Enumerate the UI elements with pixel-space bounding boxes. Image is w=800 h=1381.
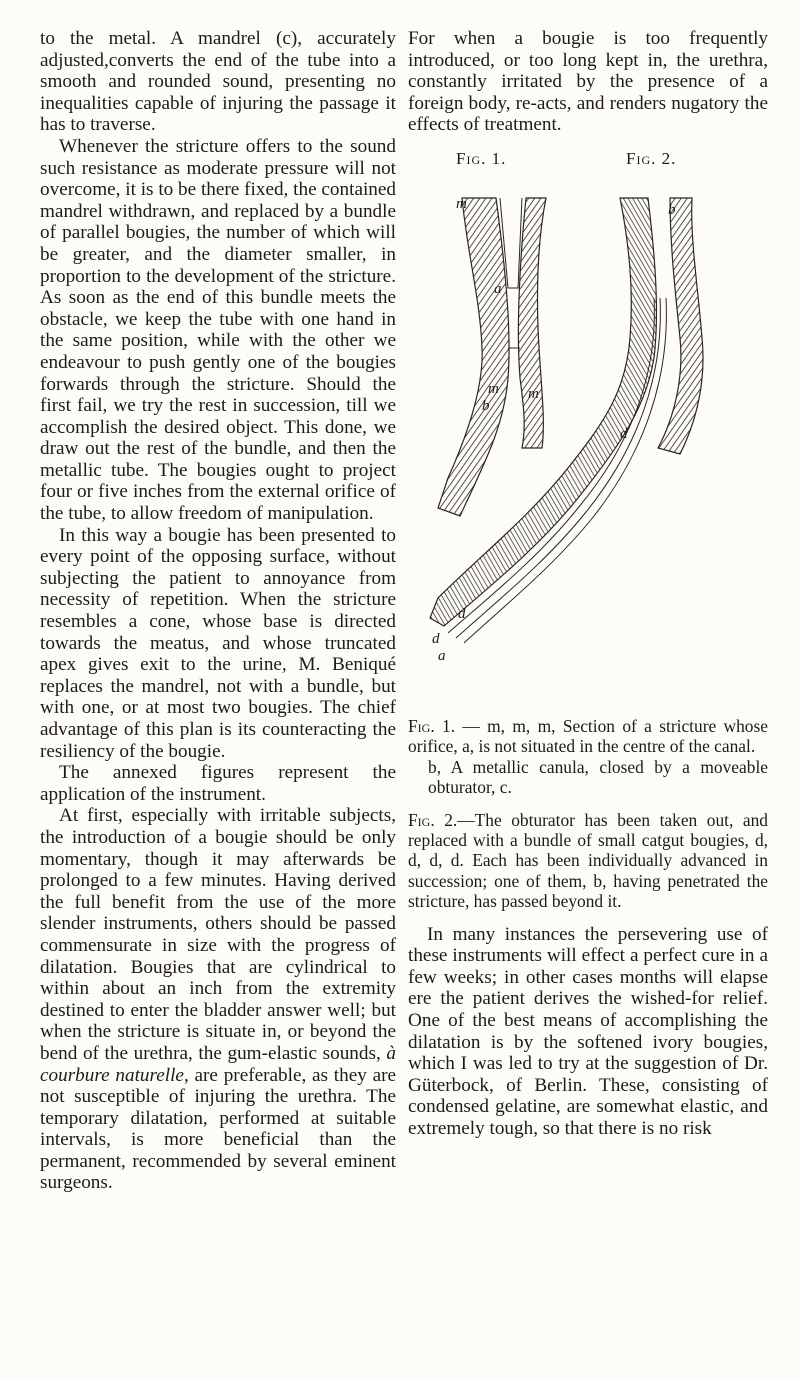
label-a: a	[494, 280, 502, 297]
fig-1-label: Fig. 1.	[456, 148, 507, 168]
fig-2-label: Fig. 2.	[626, 148, 677, 168]
caption-2-head: Fig. 2.	[408, 809, 458, 830]
label-d-bottom: d	[432, 630, 440, 647]
paragraph-right-2: In many instances the persevering use of these instruments will effect a perfect cure in a few weeks; in other cases months will elapse ere the patient derives the wished-for relief. One of the best means of accomplishing the dilatation is by the softened ivory bougies, which I was led to try at the suggestion of Dr. Güterbock, of Berlin. These, consisting of condensed gelatine, are somewhat elastic, and extremely tough, so that there is no risk	[408, 923, 768, 1139]
fig-1-drawing	[438, 195, 546, 516]
figure-illustration	[408, 148, 768, 708]
left-text-column	[40, 28, 396, 1194]
caption-1-text: m, m, m, Section of a stricture whose orifice, a, is not situated in the centre of the canal.	[408, 715, 768, 757]
label-m-top: m	[456, 195, 467, 212]
paragraph-5-text-b: , are preferable, as they are not susceptible of injuring the urethra. The temporary dilatation, performed at suitable intervals, is more beneficial than the permanent, recommended by several eminent surgeons.	[40, 1064, 396, 1194]
paragraph-1: to the metal. A mandrel (c), accurately adjusted,converts the end of the tube into a smooth and rounded sound, presenting no inequalities capable of injuring the passage it has to traverse.	[40, 28, 396, 136]
paragraph-2: Whenever the stricture offers to the sound such resistance as moderate pressure will not overcome, it is to be there fixed, the contained mandrel withdrawn, and replaced by a bundle of parallel bougies, the number of which will be greater, and the diameter smaller, in proportion to the development of the stricture. As soon as the end of this bundle meets the obstacle, we keep the tube with one hand in the same position, while with the other we endeavour to push gently one of the bougies forwards through the stricture. Should the first fail, we try the rest in succession, till we accomplish the desired object. This done, we draw out the rest of the bundle, and then the metallic tube. The bougies ought to project four or five inches from the external orifice of the tube, to allow freedom of manipulation.	[40, 135, 396, 525]
paragraph-5-italic: à courbure naturelle	[40, 1042, 396, 1086]
caption-1-head: Fig. 1. —	[408, 715, 488, 736]
figure-1-caption	[408, 716, 768, 798]
label-b-left: b	[482, 397, 490, 414]
label-a-bottom: a	[438, 647, 446, 664]
paragraph-3: In this way a bougie has been presented to every point of the opposing surface, without subjecting the patient to annoyance from necessity of repetition. When the stricture resembles a cone, whose base is directed towards the meatus, and whose truncated apex gives exit to the urine, M. Beniqué replaces the mandrel, not with a bundle, but with one, or at most two bougies. The chief advantage of this plan is its counteracting the resiliency of the bougie.	[40, 524, 396, 762]
paragraph-4: The annexed figures represent the application of the instrument.	[40, 762, 396, 805]
paragraph-right-1: For when a bougie is too frequently introduced, or too long kept in, the urethra, constantly irritated by the presence of a foreign body, re-acts, and renders nugatory the effects of treatment.	[408, 28, 768, 136]
caption-2-text: —The obturator has been taken out, and replaced with a bundle of small catgut bougies, d, d, d, d. Each has been individually advanced in succession; one of them, b, having penetrated the stricture, has passed beyond it.	[408, 809, 768, 912]
figure-2-caption	[408, 810, 768, 912]
label-m-left: m	[488, 380, 499, 397]
caption-1-b: b, A metallic canula, closed by a moveable obturator, c.	[428, 756, 768, 798]
paragraph-5-text-a: At first, especially with irritable subjects, the introduction of a bougie should be only momentary, though it may afterwards be prolonged to a few minutes. Having derived the full benefit from the use of the more slender instruments, others should be passed commensurate in size with the progress of dilatation. Bougies that are cylindrical to within about an inch from the extremity destined to enter the bladder answer well; but when the stricture is situate in, or beyond the bend of the urethra, the gum-elastic sounds,	[40, 805, 396, 1064]
right-text-column	[408, 28, 768, 1140]
label-d-mid: d	[620, 425, 628, 442]
stricture-engraving	[408, 178, 768, 698]
label-b-right: b	[668, 201, 676, 218]
label-m-right: m	[528, 385, 539, 402]
paragraph-5	[40, 805, 396, 1194]
label-d-low: d	[458, 605, 466, 622]
